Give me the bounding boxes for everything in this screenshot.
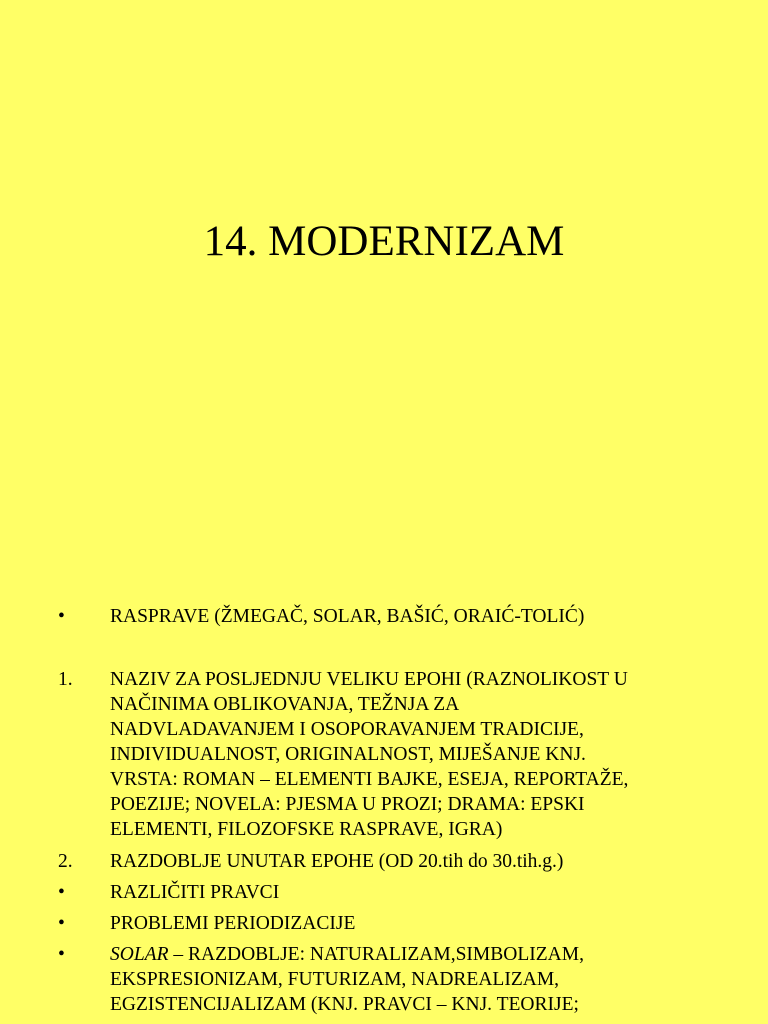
list-item-text (110, 942, 690, 1017)
list-item-text (110, 880, 690, 905)
text-line: NAZIV ZA POSLJEDNJU VELIKU EPOHI (RAZNOLIKOST U (110, 669, 628, 690)
text-line: ELEMENTI, FILOZOFSKE RASPRAVE, IGRA) (110, 819, 503, 840)
number-marker: 2. (58, 851, 73, 872)
text-line: EKSPRESIONIZAM, FUTURIZAM, NADREALIZAM, (110, 969, 560, 990)
text-line: POEZIJE; NOVELA: PJESMA U PROZI; DRAMA: EPSKI (110, 794, 585, 815)
list-item-naziv (0, 667, 768, 842)
list-item-problemi (0, 911, 768, 936)
number-marker: 1. (58, 669, 73, 690)
text-line: RASPRAVE (ŽMEGAČ, SOLAR, BAŠIĆ, ORAIĆ-TOLIĆ) (110, 606, 585, 627)
text-line: EGZISTENCIJALIZAM (KNJ. PRAVCI – KNJ. TEORIJE; (110, 994, 579, 1015)
list-item-razdoblje (0, 849, 768, 874)
slide-title: 14. MODERNIZAM (203, 218, 565, 265)
list-item-text (110, 604, 690, 629)
text-line: NADVLADAVANJEM I OSOPORAVANJEM TRADICIJE, (110, 719, 584, 740)
text-line: RAZLIČITI PRAVCI (110, 882, 280, 903)
list-item-text (110, 911, 690, 936)
text-line: VRSTA: ROMAN – ELEMENTI BAJKE, ESEJA, REPORTAŽE, (110, 769, 629, 790)
text-line: PROBLEMI PERIODIZACIJE (110, 913, 356, 934)
text-line: NAČINIMA OBLIKOVANJA, TEŽNJA ZA (110, 694, 460, 715)
text-line: INDIVIDUALNOST, ORIGINALNOST, MIJEŠANJE KNJ. (110, 744, 586, 765)
list-item-pravci (0, 880, 768, 905)
bullet-list (0, 604, 768, 1017)
list-item-text (110, 667, 690, 842)
bullet-marker: • (58, 913, 65, 934)
author-name-italic: SOLAR (110, 944, 169, 965)
bullet-marker: • (58, 882, 65, 903)
bullet-marker: • (58, 606, 65, 627)
bullet-marker: • (58, 944, 65, 965)
list-item-rasprave (0, 604, 768, 629)
list-item-text (110, 849, 690, 874)
text-line (110, 942, 690, 967)
text-segment: – RAZDOBLJE: NATURALIZAM,SIMBOLIZAM, (168, 944, 584, 965)
list-item-solar (0, 942, 768, 1017)
text-line: RAZDOBLJE UNUTAR EPOHE (OD 20.tih do 30.tih.g.) (110, 851, 564, 872)
